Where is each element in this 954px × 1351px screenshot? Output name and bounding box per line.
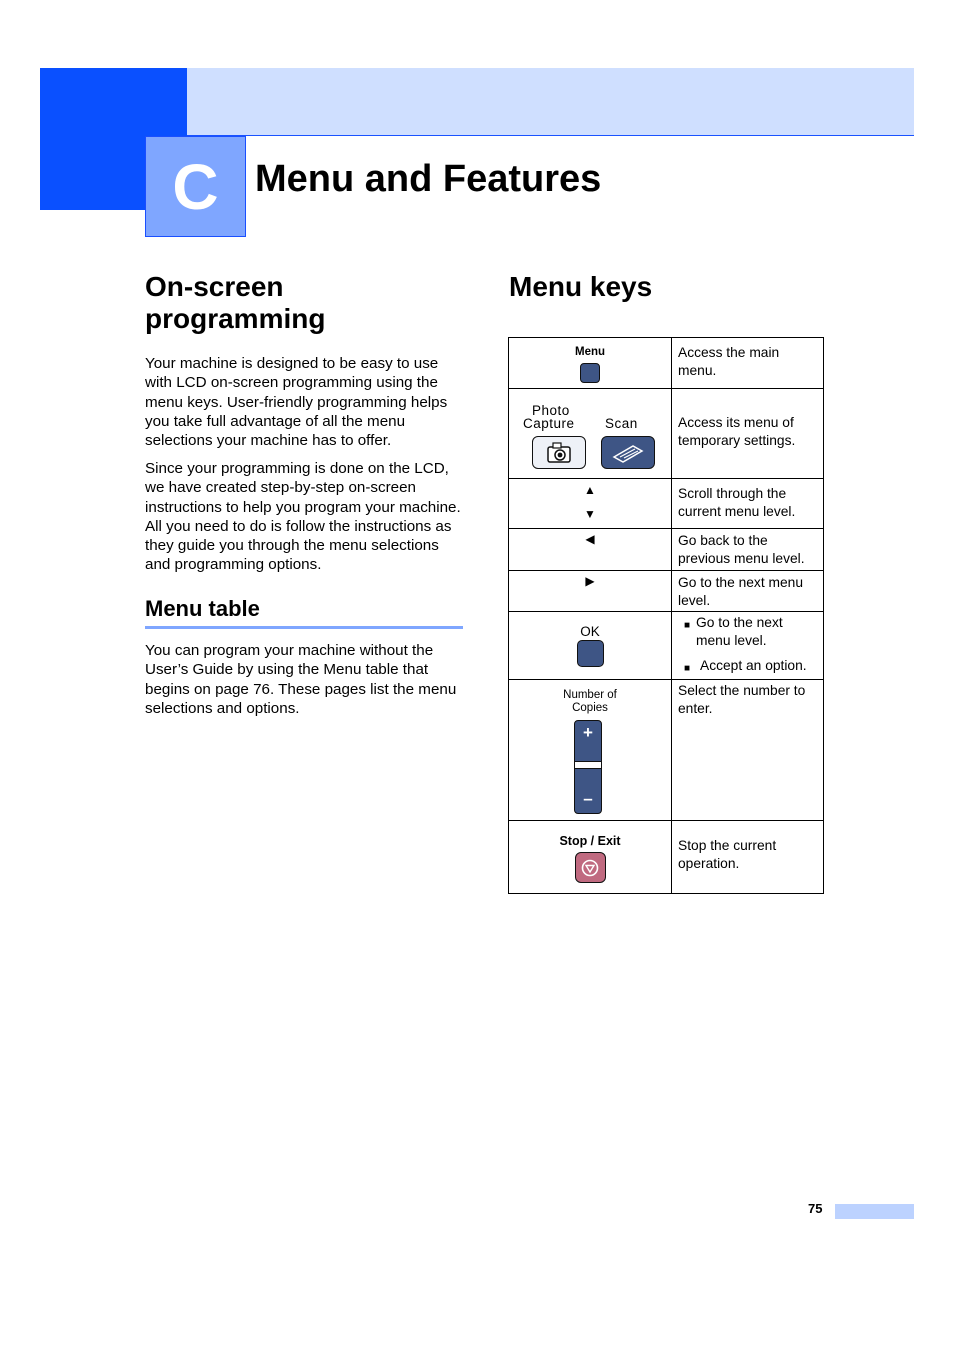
key-cell — [509, 338, 672, 389]
desc-cell: Go to the next menu level. — [672, 571, 824, 612]
page-number-bar — [835, 1204, 914, 1219]
copies-label-2: Copies — [572, 702, 608, 714]
down-arrow-icon: ▼ — [584, 507, 596, 521]
key-cell — [509, 571, 672, 612]
heading-line-1: On-screen — [145, 271, 284, 302]
copies-rocker-icon — [574, 720, 602, 814]
plus-icon: + — [583, 723, 593, 742]
heading-menu-keys: Menu keys — [509, 271, 653, 302]
desc-cell: Select the number to enter. — [672, 680, 824, 821]
chapter-title: Menu and Features — [255, 158, 602, 200]
desc-cell: Access its menu of temporary settings. — [672, 389, 824, 479]
key-cell — [509, 389, 672, 479]
camera-icon — [532, 436, 586, 469]
up-arrow-icon: ▲ — [584, 483, 596, 497]
desc-cell: Go back to the previous menu level. — [672, 529, 824, 571]
lcd-paragraph: Since your programming is done on the LCD, we have created step-by-step on-screen instructions to help you program your machine. All you need to do is follow the instructions as they guide you through the menu selections and programming options. — [145, 460, 461, 574]
menu-key-icon — [580, 363, 600, 383]
minus-icon: – — [583, 789, 593, 808]
menu-keys-table — [508, 337, 824, 894]
heading-on-screen-programming — [145, 271, 325, 335]
copies-label-1: Number of — [563, 689, 617, 701]
table-row — [509, 529, 824, 571]
desc-cell: Stop the current operation. — [672, 821, 824, 894]
left-arrow-icon: ◀ — [585, 532, 595, 546]
stop-icon — [575, 852, 606, 883]
table-row — [509, 821, 824, 894]
table-row — [509, 571, 824, 612]
intro-paragraph: Your machine is designed to be easy to use with LCD on-screen programming using the menu keys. User-friendly programming helps you take full advantage of all the menu selections your machine has to offer. — [145, 355, 448, 450]
heading-underline — [145, 626, 463, 629]
header-band — [187, 68, 914, 136]
desc-cell: Access the main menu. — [672, 338, 824, 389]
table-row — [509, 479, 824, 529]
bullet-text: Accept an option. — [700, 658, 807, 673]
table-row — [509, 338, 824, 389]
capture-label: Capture — [523, 416, 575, 431]
table-row — [509, 389, 824, 479]
table-row — [509, 612, 824, 680]
chapter-letter: C — [172, 150, 219, 223]
key-cell — [509, 479, 672, 529]
page-number: 75 — [808, 1201, 823, 1216]
bullet-icon: ■ — [684, 663, 691, 674]
key-cell — [509, 680, 672, 821]
heading-line-2: programming — [145, 303, 326, 334]
photo-label: Photo — [532, 403, 570, 418]
scan-label: Scan — [605, 416, 638, 431]
right-arrow-icon: ▶ — [585, 574, 595, 588]
list-item — [684, 614, 817, 649]
desc-cell — [672, 612, 824, 680]
chapter-letter-box — [145, 136, 246, 237]
bullet-icon: ■ — [684, 620, 691, 631]
heading-menu-table: Menu table — [145, 596, 260, 621]
menu-table-paragraph: You can program your machine without the User’s Guide by using the Menu table that begins on page 76. These pages list the menu selections and options. — [145, 642, 457, 717]
ok-key-icon — [577, 640, 604, 667]
menu-key-label: Menu — [574, 346, 606, 358]
list-item — [684, 657, 817, 678]
desc-cell: Scroll through the current menu level. — [672, 479, 824, 529]
key-cell — [509, 529, 672, 571]
table-row — [509, 680, 824, 821]
key-cell — [509, 612, 672, 680]
ok-key-label: OK — [580, 624, 600, 639]
bullet-text: Go to the next menu level. — [696, 615, 783, 648]
scanner-icon — [601, 436, 655, 469]
stop-exit-label: Stop / Exit — [559, 834, 621, 848]
key-cell — [509, 821, 672, 894]
rocker-divider — [575, 761, 601, 769]
